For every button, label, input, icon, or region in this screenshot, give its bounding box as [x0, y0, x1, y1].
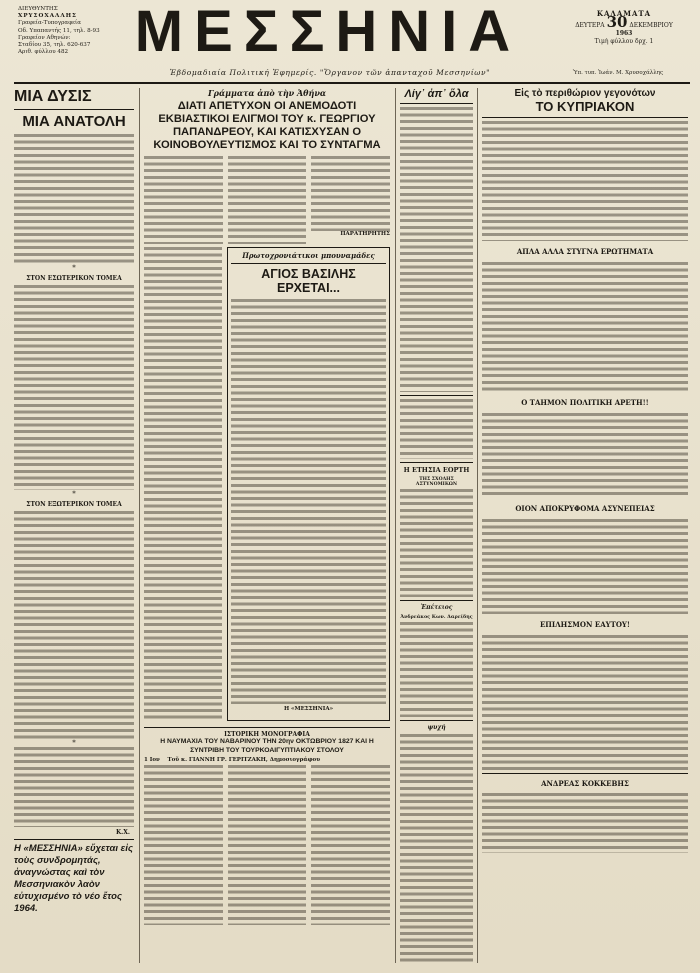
divider [482, 773, 688, 774]
article-text [144, 156, 223, 244]
divider [400, 600, 473, 601]
feast-subheading: ΤΗΣ ΣΧΟΛΗΣ ΑΣΤΥΝΟΜΙΚΩΝ [415, 477, 458, 487]
section-heading: Ο ΤΑΗΜΟΝ ΠΟΛΙΤΙΚΗ ΑΡΕΤΗ!! [521, 398, 649, 407]
section-heading: ΕΠΙΛΗΣΜΟΝ ΕΑΥΤΟΥ! [539, 620, 631, 629]
section-heading: ΑΝΔΡΕΑΣ ΚΟΚΚΕΒΗΣ [541, 779, 629, 788]
section-heading-domestic: ΣΤΟΝ ΕΣΩΤΕΡΙΚΟΝ ΤΟΜΕΑ [26, 275, 122, 282]
masthead-rule [14, 82, 690, 84]
newspaper-subtitle: Ἑβδομαδιαία Πολιτική Ἐφημερίς. "Ὄργανον τῶν ἀπανταχοῦ Μεσσηνίων" [169, 68, 491, 77]
article-text [311, 156, 390, 231]
article-byline: ΠΑΡΑΤΗΡΗΤΗΣ [340, 231, 390, 237]
article-text [228, 156, 307, 244]
divider [482, 117, 688, 118]
column-divider [395, 88, 396, 963]
misc-text [400, 489, 473, 597]
publisher-line: ΧΡΥΣΟΧΑΛΛΗΣ [18, 13, 77, 20]
separator-star: * [72, 739, 76, 747]
column-divider [477, 88, 478, 963]
divider [231, 263, 386, 264]
new-year-wish: Η «ΜΕΣΣΗΝΙΑ» εὔχεται εἰς τοὺς συνδρομητάς, ἀναγνώστας καὶ τὸν Μεσσηνιακὸν λαὸν εὐτυχισμένο τὸ νέο ἔτος 1964. [14, 843, 133, 914]
column-athens-letter [144, 88, 390, 963]
divider [14, 839, 134, 840]
feast-heading: Η ΕΤΗΣΙΑ ΕΟΡΤΗ [403, 466, 470, 474]
box-kicker: Πρωτοχρονιάτικοι μπουναμάδες [242, 251, 375, 260]
editorial-text [14, 285, 134, 490]
editorial-text [14, 747, 134, 827]
year: 1963 [615, 30, 633, 37]
misc-text [400, 622, 473, 717]
misc-text [400, 107, 473, 392]
monograph-kicker: ΙΣΤΟΡΙΚΗ ΜΟΝΟΓΡΑΦΙΑ [224, 731, 310, 738]
soul-heading: ψυχή [427, 724, 446, 731]
newspaper-title: ΜΕΣΣΗΝΙΑ [134, 0, 522, 64]
divider [400, 462, 473, 463]
publisher-line: Αριθ. φύλλου 482 [18, 49, 69, 56]
divider [400, 103, 473, 104]
editor-credit: Ὑπ. τυπ. Ἰωάν. Μ. Χρυσοχάλλης [572, 70, 664, 76]
misc-text [400, 399, 473, 459]
monograph-byline [144, 757, 390, 763]
article-text-continued [144, 247, 222, 719]
article-columns [144, 156, 390, 244]
anniversary-heading: Ἐπέτειος [420, 604, 453, 611]
article-kicker: Γράμματα ἀπὸ τὴν Ἀθήνα [207, 88, 327, 98]
monograph-title: Η ΝΑΥΜΑΧΙΑ ΤΟΥ ΝΑΒΑΡΙΝΟΥ ΤΗΝ 20ην ΟΚΤΩΒΡΙΟΥ 1827 ΚΑΙ Η ΣΥΝΤΡΙΒΗ ΤΟΥ ΤΟΥΡΚΟΑΙΓΥΠΤΙΑΚΟΥ ΣΤΟΛΟΥ [160, 738, 374, 754]
box-signature: Η «ΜΕΣΣΗΝΙΑ» [283, 706, 334, 712]
month: ΔΕΚΕΜΒΡΙΟΥ [629, 22, 673, 29]
publisher-line: Γραφεία-Τυπογραφεία [18, 20, 81, 27]
lower-layout [144, 247, 390, 721]
divider [400, 720, 473, 721]
monograph-author: Τοῦ κ. ΓΙΑΝΝΗ ΓΡ. ΓΕΡΙΤΖΑΚΗ, Δημοσιογράφου [167, 757, 321, 763]
cyprus-text [482, 519, 688, 614]
monograph-part: 1 Ιον [144, 757, 160, 763]
column-cyprus [482, 88, 688, 963]
price: Τιμὴ φύλλου δρχ. 1 [594, 38, 654, 45]
masthead [0, 0, 700, 84]
signature: Κ.Χ. [115, 829, 130, 836]
cyprus-text [482, 262, 688, 392]
cyprus-text [482, 413, 688, 498]
new-year-box [227, 247, 390, 721]
separator-star: * [72, 264, 76, 272]
article-headline: ΔΙΑΤΙ ΑΠΕΤΥΧΟΝ ΟΙ ΑΝΕΜΟΔΟΤΙ ΕΚΒΙΑΣΤΙΚΟΙ ΕΛΙΓΜΟΙ ΤΟΥ κ. ΓΕΩΡΓΙΟΥ ΠΑΠΑΝΔΡΕΟΥ, ΚΑΙ ΚΑΤΙΣΧΥΣΑΝ Ο ΚΟΙΝΟΒΟΥΛΕΥΤΙΣΜΟΣ ΚΑΙ ΤΟ ΣΥΝΤΑΓΜΑ [153, 100, 381, 151]
anniversary-name: Ἀνδρεάκος Κων. Δαρείδης [400, 614, 473, 620]
editorial-title-bottom: ΜΙΑ ΑΝΑΤΟΛΗ [22, 113, 126, 130]
cyprus-text [482, 121, 688, 241]
editorial-text [14, 511, 134, 739]
divider [144, 727, 390, 728]
editorial-title-top: ΜΙΑ ΔΥΣΙΣ [14, 88, 92, 105]
divider [400, 395, 473, 396]
cyprus-text [482, 793, 688, 853]
publisher-line: Σταδίου 35, τηλ. 620-637 [18, 42, 91, 49]
column-divider [139, 88, 140, 963]
cyprus-title: ΤΟ ΚΥΠΡΙΑΚΟΝ [535, 99, 635, 114]
publisher-line: Οδ. Υπαπαντής 11, τηλ. 8-93 [18, 27, 100, 34]
cyprus-text [482, 635, 688, 770]
column-misc [400, 88, 473, 963]
separator-star: * [72, 490, 76, 498]
city: ΚΑΛΑΜΑΤΑ [596, 9, 652, 18]
masthead-publisher-info [18, 6, 118, 56]
article-text-end [311, 156, 390, 244]
monograph-text [144, 765, 223, 925]
divider [14, 109, 134, 110]
cyprus-kicker: Εἰς τὸ περιθώριον γεγονότων [514, 88, 656, 99]
section-heading: ΑΠΛΑ ΑΛΛΑ ΣΤΥΓΝΑ ΕΡΩΤΗΜΑΤΑ [516, 247, 654, 256]
day: ΔΕΥΤΕΡΑ [575, 22, 605, 29]
misc-text [400, 734, 473, 963]
editorial-text [14, 134, 134, 264]
date-number: 30 [606, 13, 628, 31]
column-editorial [14, 88, 134, 963]
section-heading-foreign: ΣΤΟΝ ΕΞΩΤΕΡΙΚΟΝ ΤΟΜΕΑ [26, 501, 122, 508]
monograph-text [311, 765, 390, 925]
misc-title: Λίγ᾽ ἀπ᾽ ὅλα [404, 88, 469, 100]
publisher-line: ΔΙΕΥΘΥΝΤΗΣ [18, 6, 58, 12]
monograph-text [228, 765, 307, 925]
publisher-line: Γραφείον Αθηνών: [18, 34, 71, 41]
masthead-date-block [560, 10, 688, 46]
box-text [231, 299, 386, 704]
section-heading: ΟΙΟΝ ΑΠΟΚΡΥΦΟΜΑ ΑΣΥΝΕΠΕΙΑΣ [515, 504, 655, 513]
monograph-columns [144, 765, 390, 925]
box-title: ΑΓΙΟΣ ΒΑΣΙΛΗΣ ΕΡΧΕΤΑΙ... [261, 267, 356, 295]
